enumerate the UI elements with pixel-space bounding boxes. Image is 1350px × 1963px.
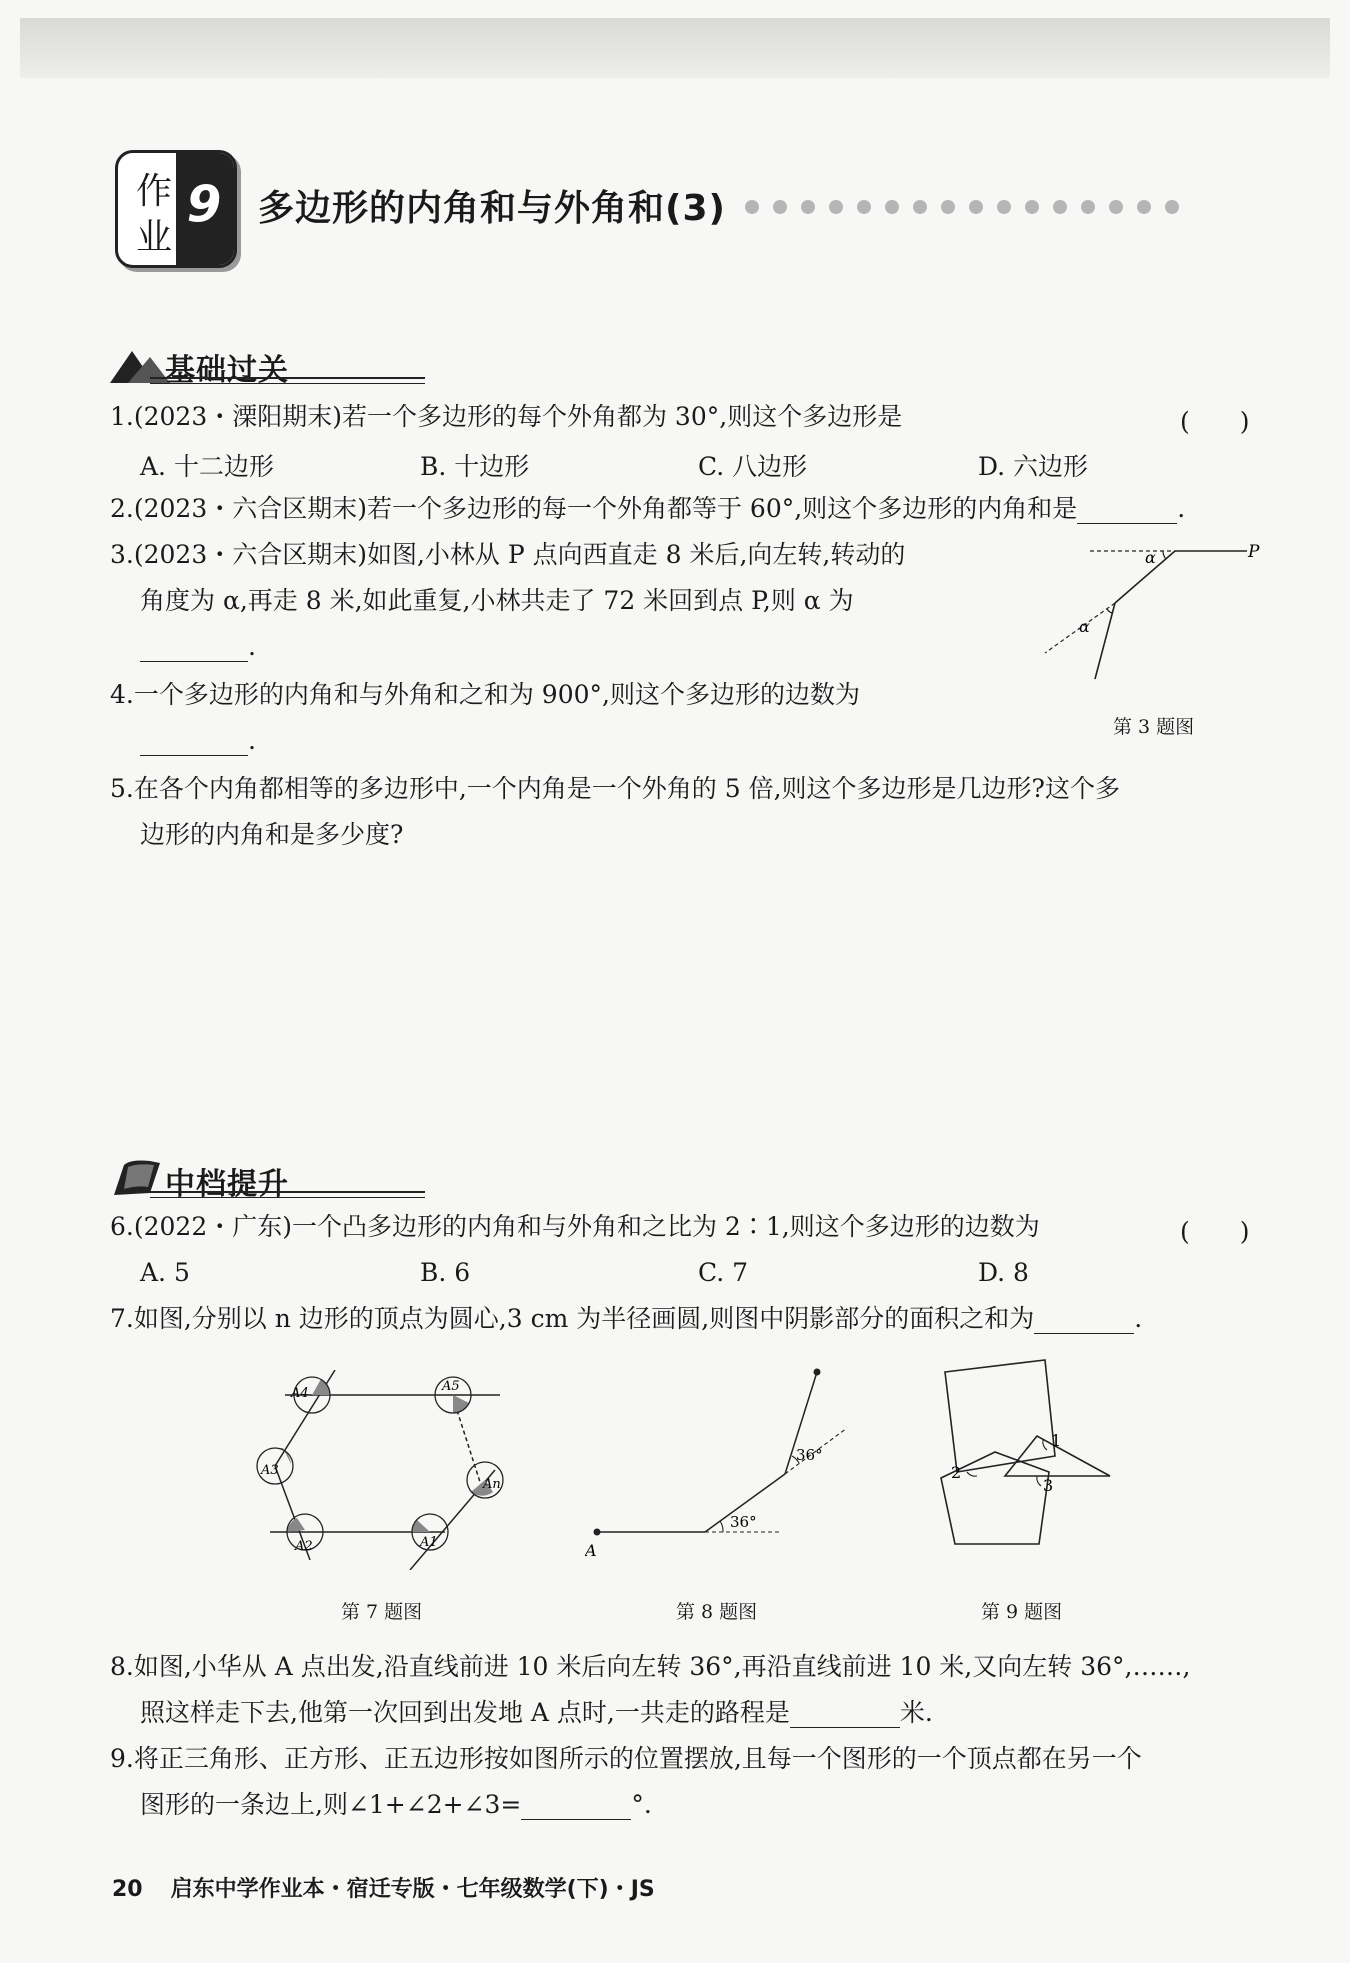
q3-blank: [140, 637, 248, 662]
q5-line2: 边形的内角和是多少度?: [140, 820, 404, 849]
fig7-label-a5: A5: [442, 1379, 460, 1394]
section-basic: [110, 343, 440, 388]
q6-option-d: D. 8: [978, 1258, 1029, 1287]
q8-blank: [790, 1703, 900, 1728]
section-middle-title: 中档提升: [165, 1167, 289, 1202]
q7-text: 7.如图,分别以 n 边形的顶点为圆心,3 cm 为半径画圆,则图中阴影部分的面积之和为: [110, 1304, 1035, 1333]
q2-text: 2.(2023・六合区期末)若一个多边形的每一个外角都等于 60°,则这个多边形的内角和是: [110, 494, 1078, 523]
q1-option-d: D. 六边形: [978, 452, 1089, 481]
fig8-point-end: [814, 1369, 821, 1376]
badge-bottom-char: 业: [136, 217, 173, 258]
q4-line2: [140, 726, 256, 756]
q3-end: .: [248, 632, 256, 661]
q7-line: [110, 1304, 1142, 1334]
top-band: [20, 18, 1330, 78]
footer: [112, 1872, 655, 1903]
fig7-caption: 第 7 题图: [341, 1601, 423, 1623]
fig7-label-a1: A1: [420, 1535, 438, 1550]
q9-line2: [140, 1790, 652, 1820]
fig9-angle-1: 1: [1051, 1431, 1062, 1450]
fig7-label-an: An: [483, 1477, 501, 1492]
q6-text: 6.(2022・广东)一个凸多边形的内角和与外角和之比为 2∶1,则这个多边形的边数为: [110, 1212, 1040, 1241]
figure-7: [255, 1370, 505, 1570]
q6-option-a: A. 5: [140, 1258, 190, 1287]
q1-text: 1.(2023・溧阳期末)若一个多边形的每个外角都为 30°,则这个多边形是: [110, 402, 903, 431]
fig9-angle-2: 2: [951, 1463, 962, 1482]
q8-line2-a: 照这样走下去,他第一次回到出发地 A 点时,一共走的路程是: [140, 1698, 790, 1727]
q9-line2-a: 图形的一条边上,则∠1+∠2+∠3=: [140, 1790, 522, 1819]
fig8-point-a: [594, 1529, 601, 1536]
page-title: 多边形的内角和与外角和(3): [258, 188, 726, 229]
section-underline-2: [150, 1191, 425, 1198]
q9-line1: 9.将正三角形、正方形、正五边形按如图所示的位置摆放,且每一个图形的一个顶点都在另一个: [110, 1744, 1142, 1773]
fig7-label-a3: A3: [261, 1463, 279, 1478]
fig8-label-a: A: [585, 1541, 597, 1560]
badge-number: 9: [186, 175, 222, 233]
q5-line1: 5.在各个内角都相等的多边形中,一个内角是一个外角的 5 倍,则这个多边形是几边形?这个多: [110, 774, 1120, 803]
fig7-label-a2: A2: [295, 1539, 313, 1554]
page-number: 20: [112, 1877, 143, 1902]
fig7-label-a4: A4: [291, 1386, 309, 1401]
fig3-label-alpha-2: α: [1079, 617, 1090, 636]
fig3-caption: 第 3 题图: [1113, 716, 1195, 738]
section-underline: [150, 377, 425, 384]
q1-option-b: B. 十边形: [420, 452, 530, 481]
section-basic-title: 基础过关: [165, 353, 289, 388]
figure-3: [1035, 535, 1275, 685]
q7-blank: [1034, 1309, 1134, 1334]
q3-line3: [140, 632, 256, 662]
q3-line1: 3.(2023・六合区期末)如图,小林从 P 点向西直走 8 米后,向左转,转动的: [110, 540, 906, 569]
fig9-square: [945, 1360, 1055, 1472]
q6-answer-paren: ( ): [1180, 1217, 1250, 1246]
q8-line1: 8.如图,小华从 A 点出发,沿直线前进 10 米后向左转 36°,再沿直线前进 10 米,又向左转 36°,……,: [110, 1652, 1191, 1681]
q8-line2-b: 米.: [899, 1698, 933, 1727]
section-middle: [110, 1157, 440, 1202]
fig3-segment-down: [1095, 603, 1115, 679]
q9-line2-b: °.: [631, 1790, 652, 1819]
fig8-angle-label-1: 36°: [730, 1513, 757, 1531]
q1-option-c: C. 八边形: [698, 452, 808, 481]
fig8-angle-label-2: 36°: [796, 1446, 823, 1464]
footer-text: 启东中学作业本・宿迁专版・七年级数学(下)・JS: [170, 1877, 655, 1902]
q4-line1: 4.一个多边形的内角和与外角和之和为 900°,则这个多边形的边数为: [110, 680, 860, 709]
fig9-angle-3: 3: [1043, 1476, 1054, 1495]
q4-blank: [140, 731, 248, 756]
q2-end: .: [1177, 494, 1186, 523]
q6-option-b: B. 6: [420, 1258, 471, 1287]
fig8-caption: 第 8 题图: [676, 1601, 758, 1623]
q1-option-a: A. 十二边形: [140, 452, 274, 481]
figure-8: [585, 1362, 865, 1567]
badge-top-char: 作: [136, 171, 173, 212]
q2-line: [110, 494, 1185, 524]
fig3-label-alpha-1: α: [1145, 548, 1156, 567]
q6-option-c: C. 7: [698, 1258, 749, 1287]
fig3-label-p: P: [1248, 542, 1260, 562]
q9-blank: [521, 1795, 631, 1820]
q3-line2: 角度为 α,再走 8 米,如此重复,小林共走了 72 米回到点 P,则 α 为: [140, 586, 854, 615]
q1-answer-paren: ( ): [1180, 407, 1250, 436]
homework-badge: [115, 150, 237, 268]
q8-line2: [140, 1698, 933, 1728]
fig9-caption: 第 9 题图: [981, 1601, 1063, 1623]
title-dots: [745, 200, 1179, 214]
q2-blank: [1077, 499, 1177, 524]
figure-9: [925, 1352, 1125, 1572]
fig7-dashed-edge: [455, 1404, 480, 1482]
q4-end: .: [248, 726, 256, 755]
q7-end: .: [1134, 1304, 1143, 1333]
